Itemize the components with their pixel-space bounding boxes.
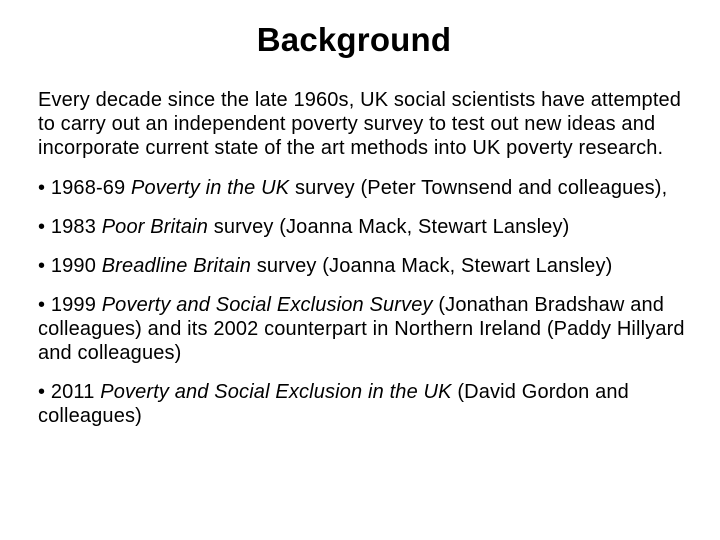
bullet-item (38, 176, 698, 200)
bullet-survey-name: Poor Britain (101, 216, 208, 238)
intro-paragraph: Every decade since the late 1960s, UK social scientists have attempted to carry out an independent poverty survey to test out new ideas and incorporate current state of the art methods into UK poverty research. (38, 89, 682, 159)
bullet-detail: (David Gordon and colleagues) (38, 381, 629, 427)
bullet-item (38, 293, 698, 365)
bullet-survey-name: Poverty in the UK (131, 177, 290, 199)
bullet-detail: survey (Joanna Mack, Stewart Lansley) (213, 216, 570, 238)
bullet-marker: • (38, 294, 46, 316)
bullet-survey-name: Poverty and Social Exclusion Survey (101, 294, 433, 316)
bullet-survey-name: Breadline Britain (101, 255, 251, 277)
bullet-detail: (Jonathan Bradshaw and colleagues) and its 2002 counterpart in Northern Ireland (Paddy Hillyard and colleagues) (38, 294, 685, 364)
bullet-year: 2011 (50, 381, 95, 403)
bullet-year: 1999 (50, 294, 96, 316)
bullet-year: 1983 (50, 216, 96, 238)
bullet-item (38, 380, 698, 428)
bullet-marker: • (38, 216, 46, 238)
bullet-item (38, 254, 698, 278)
slide-title: Background (256, 21, 452, 58)
bullet-year: 1968-69 (50, 177, 126, 199)
bullet-marker: • (38, 177, 46, 199)
bullet-marker: • (38, 381, 46, 403)
slide-body (38, 88, 698, 443)
bullet-detail: survey (Peter Townsend and colleagues), (294, 177, 668, 199)
bullet-detail: survey (Joanna Mack, Stewart Lansley) (256, 255, 613, 277)
bullet-item (38, 215, 698, 239)
bullet-year: 1990 (50, 255, 96, 277)
bullet-marker: • (38, 255, 46, 277)
bullet-survey-name: Poverty and Social Exclusion in the UK (100, 381, 452, 403)
